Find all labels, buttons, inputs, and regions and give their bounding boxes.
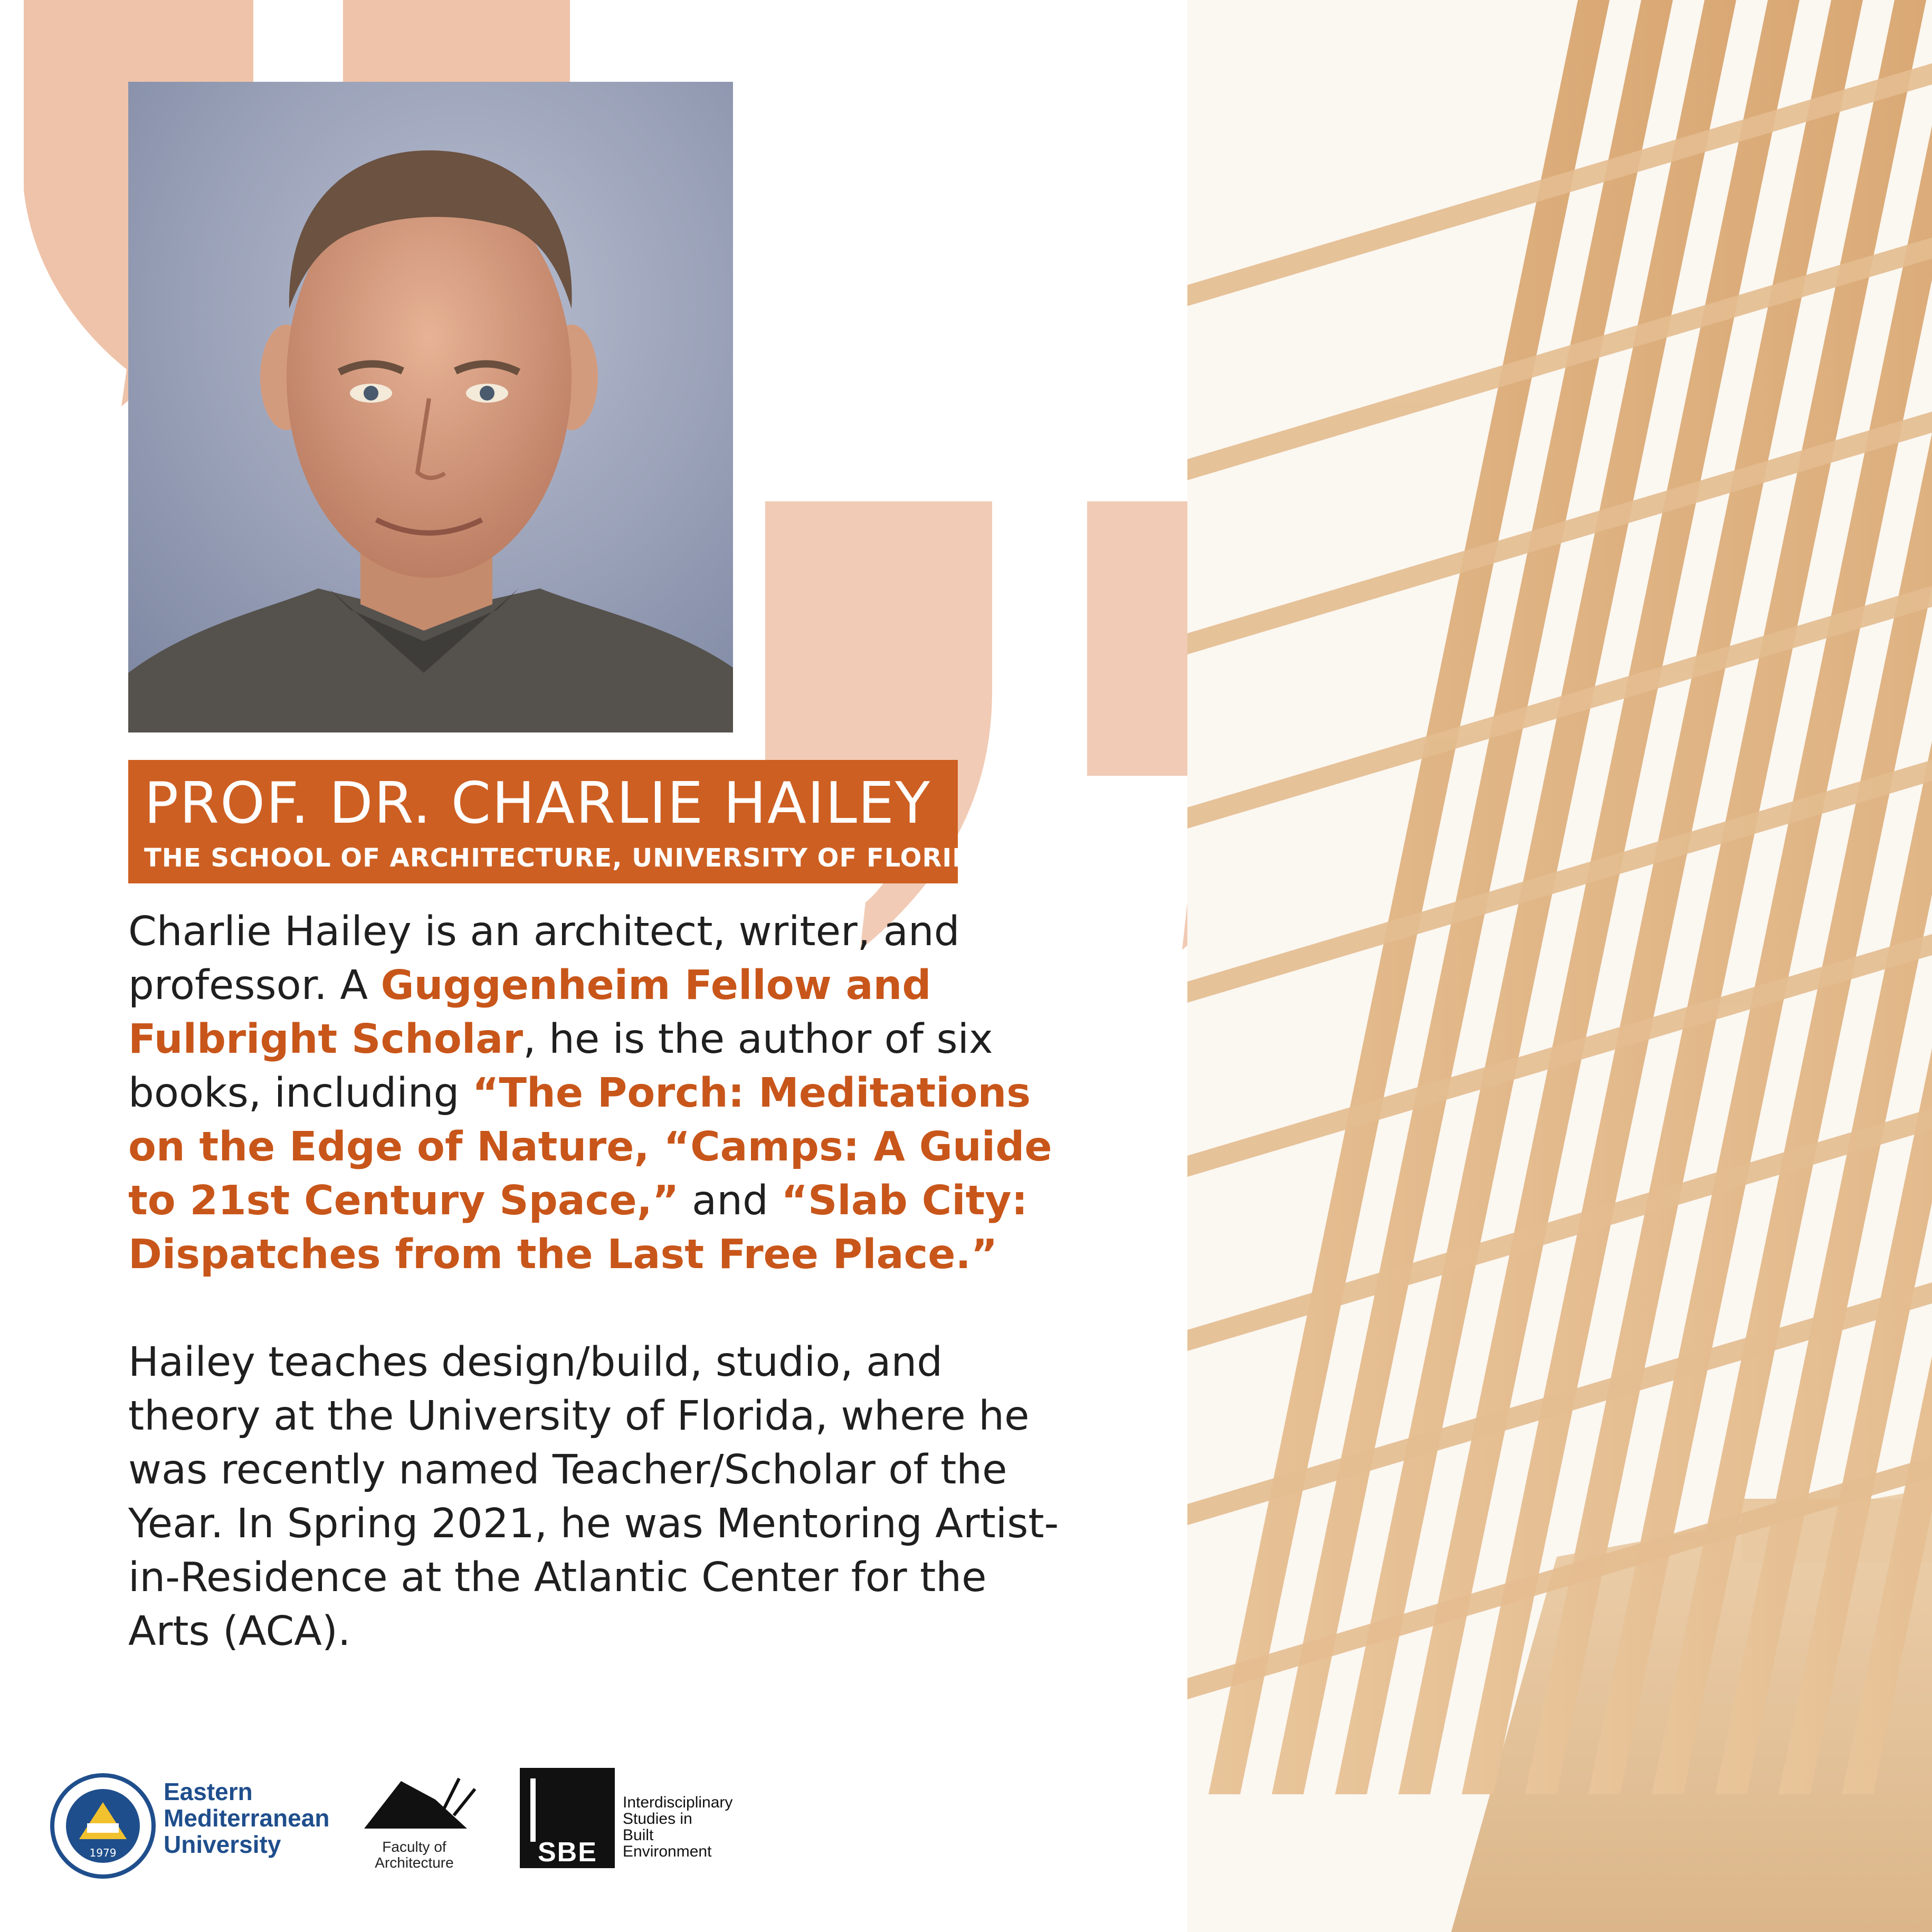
portrait-photo: [128, 82, 733, 732]
bio-highlight: Guggenheim Fellow and Fulbright Scholar: [128, 962, 931, 1063]
faculty-name-line-1: Faculty of: [382, 1839, 446, 1855]
emu-name-line-2: Mediterranean: [164, 1804, 330, 1832]
logo-bar: [50, 1763, 789, 1873]
isbe-name-line-4: Environment: [623, 1843, 712, 1860]
faculty-architecture-logo-icon: [354, 1771, 486, 1839]
faculty-name: [356, 1839, 472, 1871]
architecture-photo: [1187, 0, 1932, 1932]
bio-text: [128, 905, 1068, 1659]
bio-run: , he is the author of six books, including: [128, 1016, 993, 1117]
emu-seal-icon: [50, 1773, 156, 1879]
speaker-affiliation: THE SCHOOL OF ARCHITECTURE, UNIVERSITY OF FLORIDA: [144, 843, 994, 873]
bio-highlight: “The Porch: Meditations on the Edge of Nature, “Camps: A Guide to 21st Century Space,”: [128, 1070, 1052, 1224]
bio-highlight: “Slab City: Dispatches from the Last Free Place.”: [128, 1177, 1028, 1278]
isbe-name-line-2: Studies in: [623, 1810, 692, 1828]
emu-name-line-1: Eastern: [164, 1778, 253, 1805]
bio-run: Charlie Hailey is an architect, writer, and professor. A: [128, 908, 960, 1009]
bio-paragraph-2: Hailey teaches design/build, studio, and theory at the University of Florida, where he was recently named Teacher/Scholar of the Year. In Spring 2021, he was Mentoring Artist-in-Residence at the Atlantic Center for the Arts (ACA).: [128, 1339, 1059, 1655]
isbe-name: [623, 1794, 732, 1860]
faculty-name-line-2: Architecture: [375, 1854, 454, 1871]
isbe-mark: SBE: [538, 1837, 597, 1868]
speaker-name: PROF. DR. CHARLIE HAILEY: [144, 770, 931, 836]
seal-year: 1979: [89, 1847, 117, 1859]
emu-name: [164, 1778, 329, 1858]
emu-name-line-3: University: [164, 1831, 281, 1858]
name-banner: [128, 760, 994, 883]
isbe-logo: [520, 1768, 615, 1868]
bio-paragraph-1: [128, 905, 1068, 1282]
bio-run: and: [679, 1177, 782, 1224]
isbe-name-line-1: Interdisciplinary: [623, 1794, 733, 1811]
isbe-name-line-3: Built: [623, 1826, 654, 1844]
